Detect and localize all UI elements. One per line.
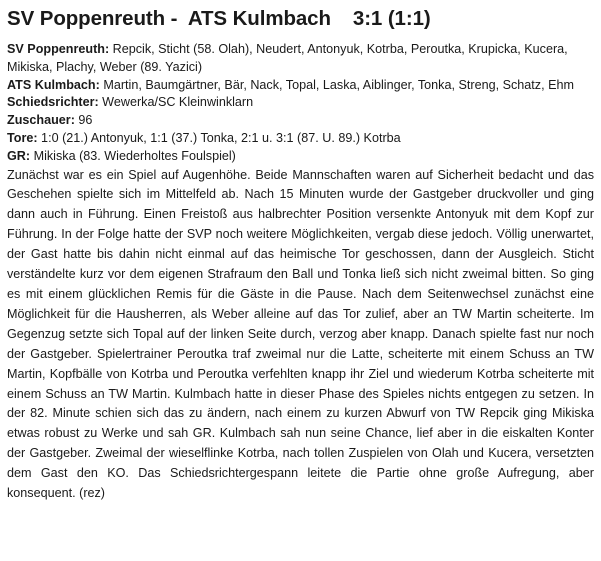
- referee-label: Schiedsrichter:: [7, 95, 99, 110]
- lineup-away-label: ATS Kulmbach:: [7, 77, 100, 92]
- spectators-value: 96: [74, 113, 93, 128]
- referee-value: Wewerka/SC Kleinwinklarn: [98, 95, 254, 110]
- lineup-home: [7, 41, 594, 77]
- match-score: 3:1 (1:1): [352, 7, 431, 30]
- lineup-away: [7, 77, 594, 95]
- lineup-away-players: Martin, Baumgärtner, Bär, Nack, Topal, Laska, Aiblinger, Tonka, Streng, Schatz, Ehm: [99, 77, 574, 92]
- red-card-label: GR:: [7, 148, 31, 163]
- spectators-label: Zuschauer:: [7, 113, 75, 128]
- spectators: [7, 112, 594, 130]
- home-team: SV Poppenreuth: [7, 7, 166, 30]
- away-team: ATS Kulmbach: [187, 7, 331, 30]
- lineup-home-players: Repcik, Sticht (58. Olah), Neudert, Antonyuk, Kotrba, Peroutka, Krupicka, Kucera, Mikiska, Plachy, Weber (89. Yazici): [7, 42, 568, 74]
- goals: [7, 130, 594, 148]
- match-title: [7, 6, 594, 34]
- referee: [7, 94, 594, 112]
- title-separator: -: [165, 7, 188, 30]
- goals-value: 1:0 (21.) Antonyuk, 1:1 (37.) Tonka, 2:1 u. 3:1 (87. U. 89.) Kotrba: [37, 130, 401, 145]
- red-card: [7, 148, 594, 166]
- red-card-value: Mikiska (83. Wiederholtes Foulspiel): [30, 148, 236, 163]
- report-body: Zunächst war es ein Spiel auf Augenhöhe. Beide Mannschaften waren auf Sicherheit bedacht und das Geschehen spielte sich im Mittelfeld ab. Nach 15 Minuten wurde der Gastgeber druckvoller und ging dann auch in Führung. Einen Freistoß aus halbrechter Position versenkte Antonyuk mit dem Kopf zur Führung. In der Folge hatte der SVP noch weitere Möglichkeiten, vergab diese jedoch. Völlig unerwartet, der Gast hatte bis dahin nicht einmal auf das heimische Tor geschossen, dann der Ausgleich. Sticht verständelte kurz vor dem eigenen Strafraum den Ball und Tonka ließ sich nicht zweimal bitten. So ging es mit einem glücklichen Remis für die Gäste in die Pause. Nach dem Seitenwechsel zunächst eine Möglichkeit für die Hausherren, als Weber alleine auf das Tor zulief, aber an TW Martin scheiterte. Im Gegenzug setzte sich Topal auf der linken Seite durch, verzog aber knapp. Danach spielte fast nur noch der Gastgeber. Spielertrainer Peroutka traf zweimal nur die Latte, scheiterte mit einem Schuss an TW Martin, Kopfbälle von Kotrba und Peroutka verfehlten knapp ihr Ziel und wiederum Kotrba scheiterte mit einem Schuss an TW Martin. Kulmbach hatte in dieser Phase des Spieles nichts entgegen zu setzen. In der 82. Minute schien sich das zu ändern, nach einem zu kurzen Abwurf von TW Repcik ging Mikiska etwas robust zu Werke und sah GR. Kulmbach sah nun seine Chance, lief aber in die eiskalten Konter der Gastgeber. Zweimal der wieselflinke Kotrba, nach tollen Zuspielen von Olah und Kucera, versetzten dem Gast den KO. Das Schiedsrichtergespann leitete die Partie ohne große Aufregung, aber konsequent. (rez): [7, 167, 594, 501]
- goals-label: Tore:: [7, 130, 38, 145]
- lineup-home-label: SV Poppenreuth:: [7, 42, 110, 56]
- match-facts: [7, 41, 594, 166]
